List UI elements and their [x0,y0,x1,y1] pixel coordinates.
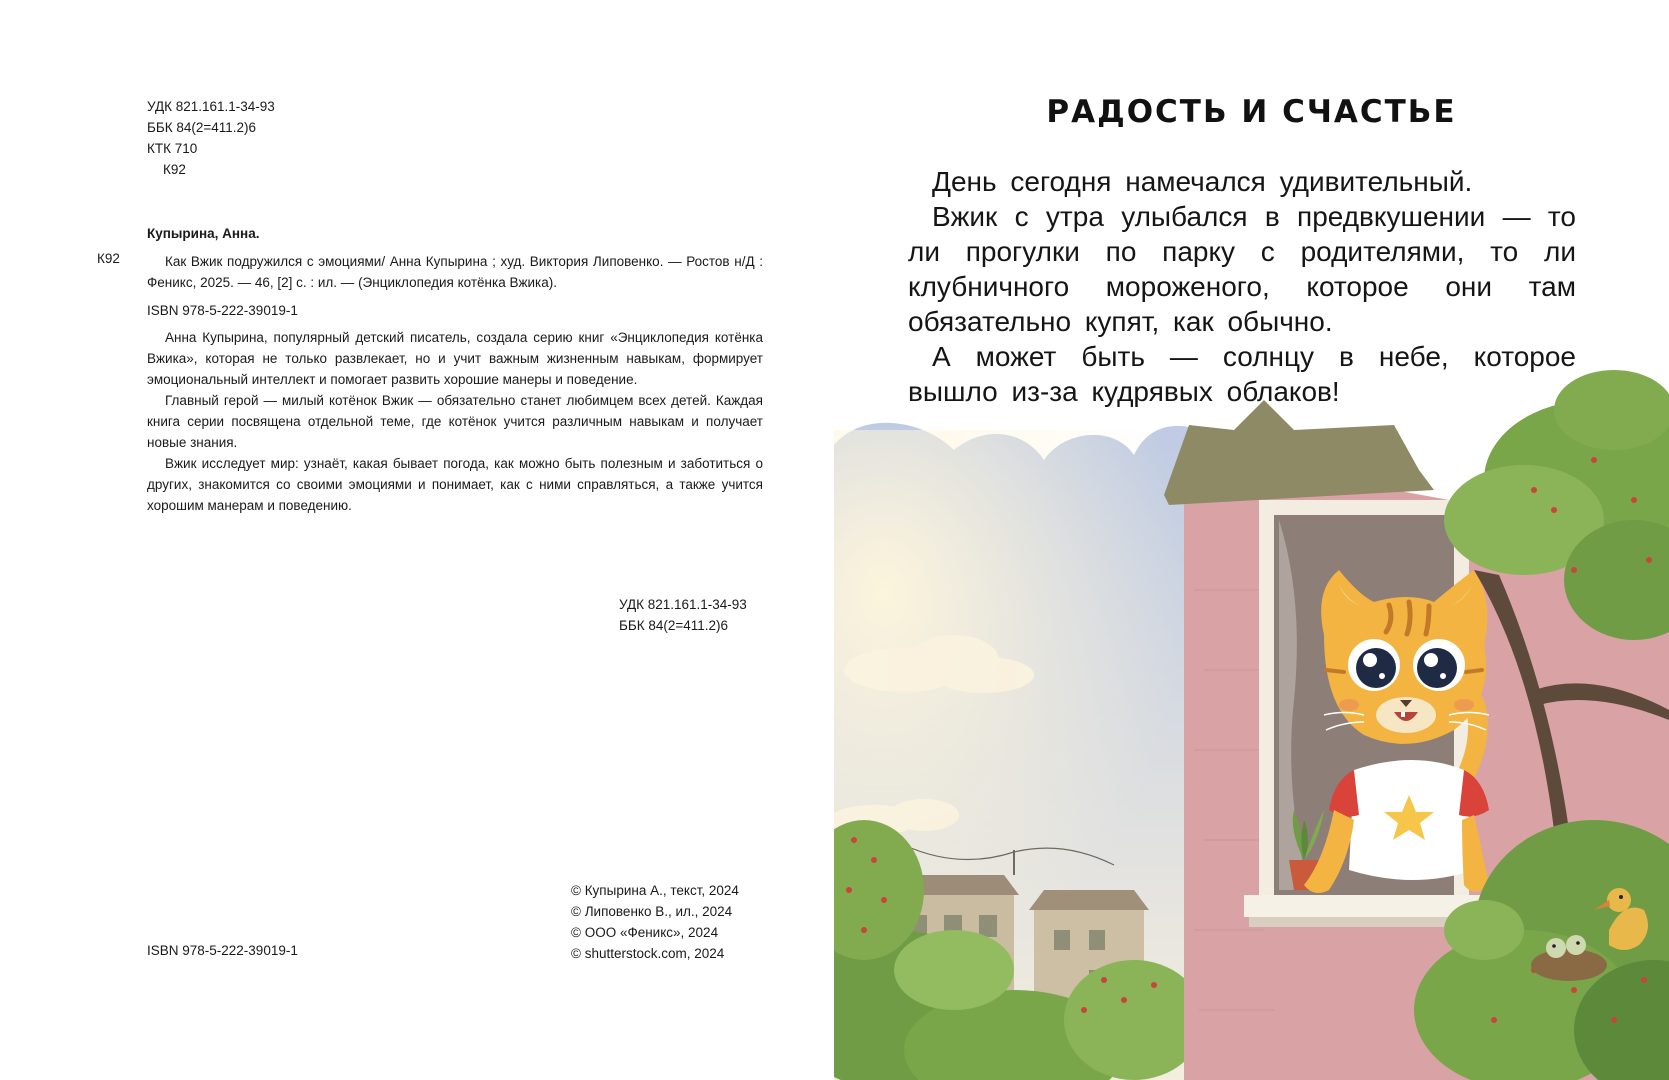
annotation-paragraph: Вжик исследует мир: узнаёт, какая бывает погода, как можно быть полезным и заботиться о других, знакомится со своими эмоциями и понимает, как с ними справляться, а также учится хорошим манерам и поведению. [147,456,763,513]
ktk-line: КТК 710 [147,141,198,156]
bibliographic-record: Как Вжик подружился с эмоциями/ Анна Купырина ; худ. Виктория Липовенко. — Ростов н/Д : Феникс, 2025. — 46, [2] с. : ил. — (Энциклопедия котёнка Вжика). [147,254,763,290]
udk-bottom-line: УДК 821.161.1-34-93 [619,597,747,612]
copyright-block [571,880,739,964]
left-page [0,0,834,1080]
story-title: РАДОСТЬ И СЧАСТЬЕ [1046,94,1457,130]
author-mark-line: К92 [163,162,186,177]
udk-block [147,96,275,180]
story-paragraph: День сегодня намечался удивительный. [932,166,1473,197]
copyright-line: © ООО «Феникс», 2024 [571,925,719,940]
annotation-paragraph: Анна Купырина, популярный детский писатель, создала серию книг «Энциклопедия котёнка Вжика», которая не только развлекает, но и учит важным жизненным навыкам, формирует эмоциональный интеллект и помогает развить хорошие манеры и поведение. [147,330,763,387]
isbn-bottom: ISBN 978-5-222-39019-1 [147,943,298,958]
copyright-line: © shutterstock.com, 2024 [571,946,725,961]
side-author-mark: К92 [97,251,120,266]
isbn-top: ISBN 978-5-222-39019-1 [147,303,298,318]
udk-line: УДК 821.161.1-34-93 [147,99,275,114]
copyright-line: © Купырина А., текст, 2024 [571,883,739,898]
copyright-line: © Липовенко В., ил., 2024 [571,904,733,919]
kitten-window-illustration [834,370,1669,1080]
story-paragraph: А может быть — солнцу в небе, которое вышло из-за кудрявых облаков! [908,341,1576,407]
bbk-bottom-line: ББК 84(2=411.2)6 [619,618,729,633]
author-heading: Купырина, Анна. [147,226,260,241]
story-paragraph: Вжик с утра улыбался в предвкушении — то ли прогулки по парку с родителями, то ли клубничного мороженого, которое они там обязательно купят, как обычно. [908,201,1576,337]
bbk-line: ББК 84(2=411.2)6 [147,120,257,135]
annotation-paragraph: Главный герой — милый котёнок Вжик — обязательно станет любимцем всех детей. Каждая книга серии посвящена отдельной теме, где котёнок учится различным навыкам и получает новые знания. [147,393,763,450]
udk-bottom-block [619,594,747,636]
right-page [834,0,1669,1080]
annotation [147,327,763,516]
